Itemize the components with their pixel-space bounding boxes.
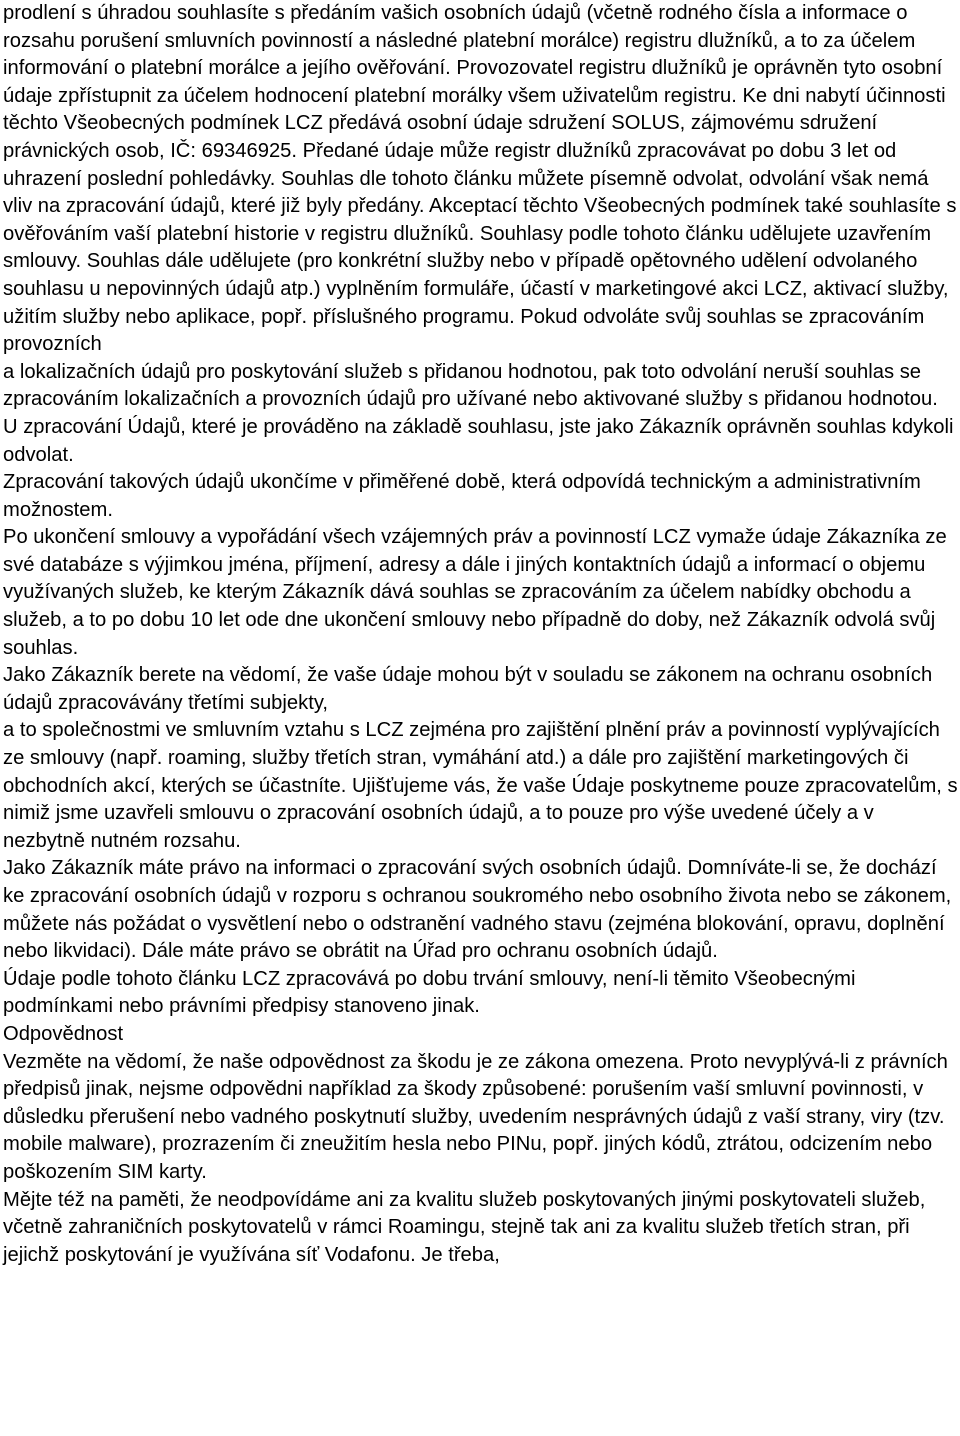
section-heading-liability: Odpovědnost xyxy=(3,1022,124,1045)
paragraph-third-parties: Jako Zákazník berete na vědomí, že vaše údaje mohou být v souladu se zákonem na ochranu osobních údajů zpracovávány třetími subjekty, xyxy=(3,664,933,714)
paragraph-localization-data: a lokalizačních údajů pro poskytování služeb s přidanou hodnotou, pak toto odvolání neruší souhlas se zpracováním lokalizačních a provozních údajů pro užívané nebo aktivované služby s přidanou hodnotou. xyxy=(3,360,938,411)
paragraph-third-party-services: Mějte též na paměti, že neodpovídáme ani za kvalitu služeb poskytovaných jinými poskytovateli služeb, včetně zahraničních poskytovatelů v rámci Roamingu, stejně tak ani za kvalitu služeb třetích stran, při jejichž poskytování je využívána síť Vodafonu. Je třeba, xyxy=(3,1188,926,1266)
paragraph-consent-withdrawal: U zpracování Údajů, které je prováděno na základě souhlasu, jste jako Zákazník oprávněn souhlas kdykoli odvolat. xyxy=(3,415,954,466)
paragraph-processing-end: Zpracování takových údajů ukončíme v přiměřené době, která odpovídá technickým a administrativním možnostem. xyxy=(3,471,921,521)
paragraph-processing-duration: Údaje podle tohoto článku LCZ zpracovává po dobu trvání smlouvy, není-li těmito Všeobecnými podmínkami nebo právními předpisy stanoveno jinak. xyxy=(3,967,856,1018)
paragraph-liability-limits: Vezměte na vědomí, že naše odpovědnost za škodu je ze zákona omezena. Proto nevyplývá-li z právních předpisů jinak, nejsme odpovědni například za škody způsobené: porušením vaší smluvní povinnosti, v důsledku přerušení nebo vadného poskytnutí služby, uvedením nesprávných údajů z vaší strany, viry (tzv. mobile malware), prozrazením či zneužitím hesla nebo PINu, popř. jiných kódů, ztrátou, odcizením nebo poškozením SIM karty. xyxy=(3,1050,948,1183)
paragraph-right-to-information: Jako Zákazník máte právo na informaci o zpracování svých osobních údajů. Domníváte-li se, že dochází ke zpracování osobních údajů v rozporu s ochranou soukromého nebo osobního života nebo se zákonem, můžete nás požádat o vysvětlení nebo o odstranění vadného stavu (zejména blokování, opravu, doplnění nebo likvidaci). Dále máte právo se obrátit na Úřad pro ochranu osobních údajů. xyxy=(3,857,952,963)
paragraph-debtor-registry: prodlení s úhradou souhlasíte s předáním vašich osobních údajů (včetně rodného čísla a informace o rozsahu porušení smluvních povinností a následné platební morálce) registru dlužníků, a to za účelem informování o platební morálce a jejího ověřování. Provozovatel registru dlužníků je oprávněn tyto osobní údaje zpřístupnit za účelem hodnocení platební morálky všem uživatelům registru. Ke dni nabytí účinnosti těchto Všeobecných podmínek LCZ předává osobní údaje sdružení SOLUS, zájmovému sdružení právnických osob, IČ: 69346925. Předané údaje může registr dlužníků zpracovávat po dobu 3 let od uhrazení poslední pohledávky. Souhlas dle tohoto článku můžete písemně odvolat, odvolání však nemá vliv na zpracování údajů, které již byly předány. Akceptací těchto Všeobecných podmínek také souhlasíte s ověřováním vaší platební historie v registru dlužníků. Souhlasy podle tohoto článku udělujete uzavřením smlouvy. Souhlas dále udělujete (pro konkrétní služby nebo v případě opětovného udělení odvolaného souhlasu u nepovinných údajů atp.) vyplněním formuláře, účastí v marketingové akci LCZ, aktivací služby, užitím služby nebo aplikace, popř. příslušného programu. Pokud odvoláte svůj souhlas se zpracováním provozních xyxy=(3,2,957,356)
paragraph-contract-termination: Po ukončení smlouvy a vypořádání všech vzájemných práv a povinností LCZ vymaže údaje Zákazníka ze své databáze s výjimkou jména, příjmení, adresy a dále i jiných kontaktních údajů a informací o objemu využívaných služeb, ke kterým Zákazník dává souhlas se zpracováním za účelem nabídky obchodu a služeb, a to po dobu 10 let ode dne ukončení smlouvy nebo případně do doby, než Zákazník odvolá svůj souhlas. xyxy=(3,526,947,659)
paragraph-processors: a to společnostmi ve smluvním vztahu s LCZ zejména pro zajištění plnění práv a povinností vyplývajících ze smlouvy (např. roaming, služby třetích stran, vymáhání atd.) a dále pro zajištění marketingových či obchodních akcí, kterých se účastníte. Ujišťujeme vás, že vaše Údaje poskytneme pouze zpracovatelům, s nimiž jsme uzavřeli smlouvu o zpracování osobních údajů, a to pouze pro výše uvedené účely a v nezbytně nutném rozsahu. xyxy=(3,719,958,852)
